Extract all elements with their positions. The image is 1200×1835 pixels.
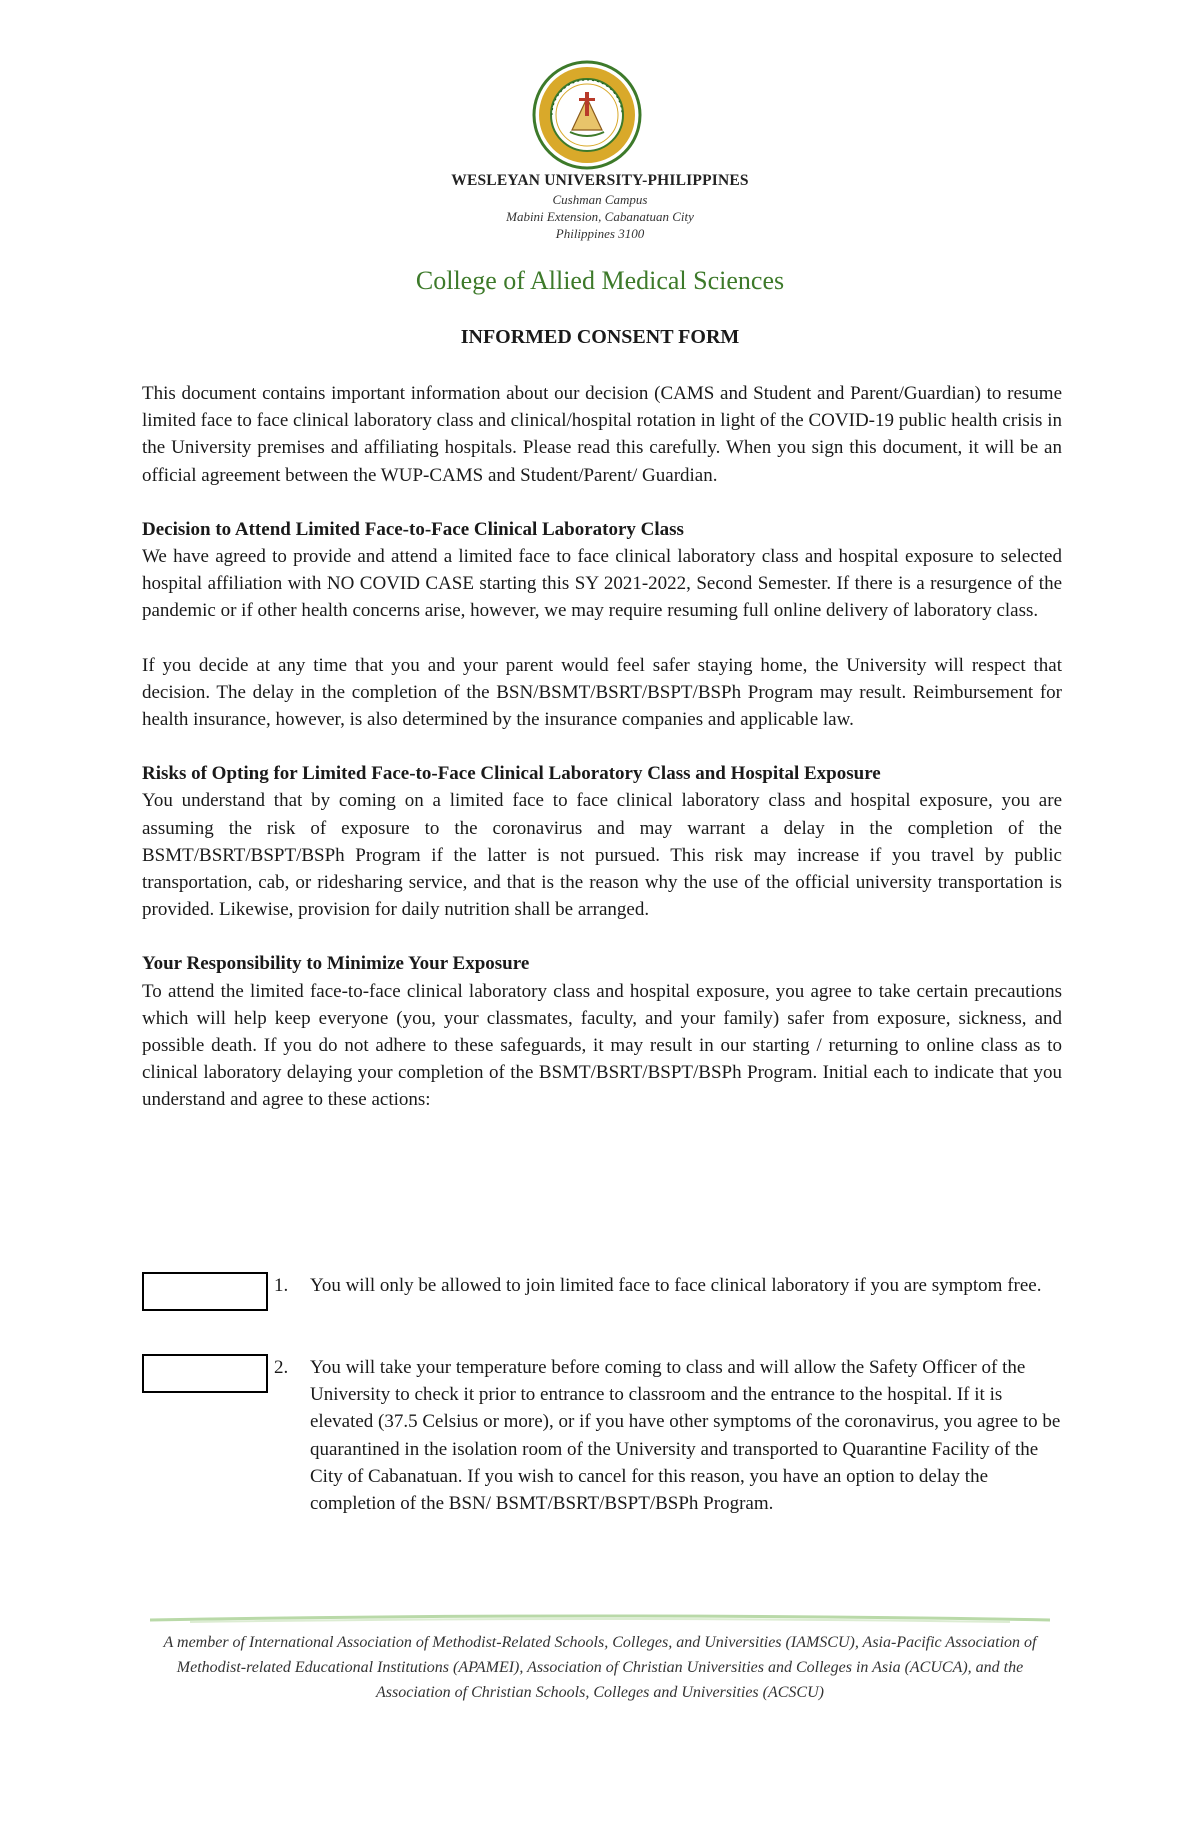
- document-body: [142, 380, 1062, 1141]
- section-paragraph: To attend the limited face-to-face clinical laboratory class and hospital exposure, you agree to take certain precautions which will help keep everyone (you, your classmates, faculty, and your family) safer from exposure, sickness, and possible death. If you do not adhere to these safeguards, it may result in our starting / returning to online class as to clinical laboratory delaying your completion of the BSMT/BSRT/BSPT/BSPh Program. Initial each to indicate that you understand and agree to these actions:: [142, 980, 1062, 1111]
- section-heading: Decision to Attend Limited Face-to-Face Clinical Laboratory Class: [142, 518, 684, 540]
- section-paragraph: You understand that by coming on a limited face to face clinical laboratory class and hospital exposure, you are assuming the risk of exposure to the coronavirus and may warrant a delay in the completion of the BSMT/BSRT/BSPT/BSPh Program if the latter is not pursued. This risk may increase if you travel by public transportation, cab, or ridesharing service, and that is the reason why the use of the official university transportation is provided. Likewise, provision for daily nutrition shall be arranged.: [142, 790, 1062, 921]
- item-number: 2.: [274, 1357, 289, 1378]
- initial-box[interactable]: [142, 1272, 268, 1311]
- intro-paragraph: This document contains important information about our decision (CAMS and Student and Parent/Guardian) to resume limited face to face clinical laboratory class and clinical/hospital rotation in light of the COVID-19 public health crisis in the University premises and affiliating hospitals. Please read this carefully. When you sign this document, it will be an official agreement between the WUP-CAMS and Student/Parent/ Guardian.: [142, 383, 1062, 486]
- section-heading: Risks of Opting for Limited Face-to-Face Clinical Laboratory Class and Hospital Exposure: [142, 763, 881, 785]
- section-paragraph: We have agreed to provide and attend a limited face to face clinical laboratory class and hospital exposure to selected hospital affiliation with NO COVID CASE starting this SY 2021-2022, Second Semester. If there is a resurgence of the pandemic or if other health concerns arise, however, we may require resuming full online delivery of laboratory class.: [142, 546, 1062, 622]
- street-address: Mabini Extension, Cabanatuan City: [506, 209, 694, 224]
- item-text: You will take your temperature before coming to class and will allow the Safety Officer of the University to check it prior to entrance to classroom and the entrance to the hospital. If it is elevated (37.5 Celsius or more), or if you have other symptoms of the coronavirus, you agree to be quarantined in the isolation room of the University and transported to Quarantine Facility of the City of Cabanatuan. If you wish to cancel for this reason, you have an option to delay the completion of the BSN/ BSMT/BSRT/BSPT/BSPh Program.: [310, 1357, 1061, 1515]
- campus-name: Cushman Campus: [552, 192, 648, 207]
- university-name: WESLEYAN UNIVERSITY-PHILIPPINES: [451, 172, 749, 189]
- country-postal: Philippines 3100: [555, 226, 645, 241]
- initial-box[interactable]: [142, 1354, 268, 1393]
- item-text: You will only be allowed to join limited face to face clinical laboratory if you are symptom free.: [310, 1275, 1042, 1296]
- footer-divider: [150, 1610, 1050, 1628]
- item-number: 1.: [274, 1275, 289, 1296]
- section-responsibility: [142, 950, 1062, 1113]
- section-heading: Your Responsibility to Minimize Your Exposure: [142, 953, 530, 975]
- section-risks: [142, 760, 1062, 923]
- section-decision: [142, 516, 1062, 625]
- university-seal-icon: [532, 60, 642, 170]
- footer-text: A member of International Association of Methodist-Related Schools, Colleges, and Universities (IAMSCU), Asia-Pacific Association of Methodist-related Educational Institutions (APAMEI), Association of Christian Universities and Colleges in Asia (ACUCA), and the Association of Christian Schools, Colleges and Universities (ACSCU): [163, 1634, 1037, 1701]
- section-paragraph: If you decide at any time that you and your parent would feel safer staying home, the University will respect that decision. The delay in the completion of the BSN/BSMT/BSRT/BSPT/BSPh Program may result. Reimbursement for health insurance, however, is also determined by the insurance companies and applicable law.: [142, 654, 1062, 731]
- college-name: College of Allied Medical Sciences: [415, 266, 785, 295]
- form-title: INFORMED CONSENT FORM: [460, 326, 740, 348]
